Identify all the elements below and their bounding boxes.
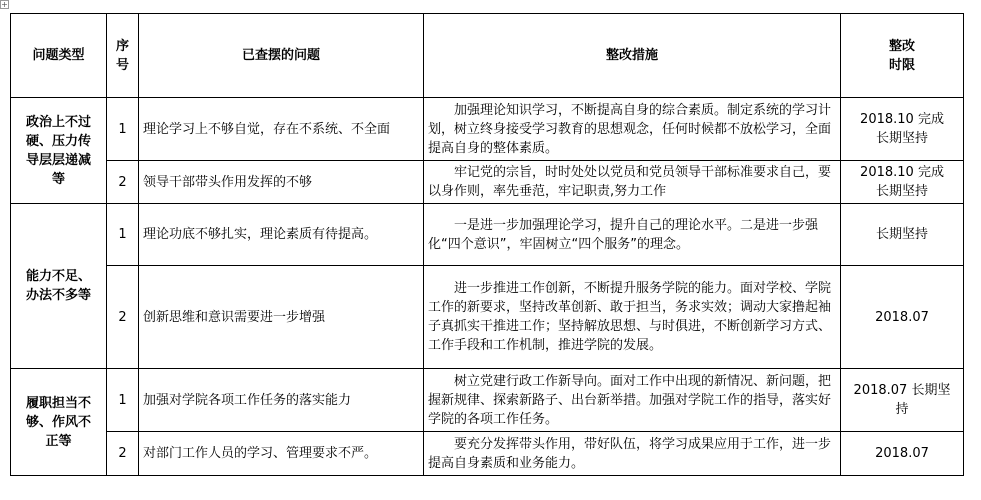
seq-cell: 2: [107, 266, 139, 369]
category-cell: [11, 369, 107, 476]
table-row: [11, 98, 964, 161]
measure-cell: 牢记党的宗旨，时时处处以党员和党员领导干部标准要求自己，要以身作则，率先垂范，牢记职责,努力工作: [424, 161, 841, 204]
time-line: 长期坚持: [875, 184, 928, 199]
time-cell: [841, 266, 964, 369]
header-row: [11, 14, 964, 98]
issue-cell: 对部门工作人员的学习、管理要求不严。: [139, 432, 424, 476]
table-row: [11, 204, 964, 266]
seq-cell: 1: [107, 204, 139, 266]
table-row: [11, 369, 964, 432]
time-cell: [841, 204, 964, 266]
seq-cell: 1: [107, 369, 139, 432]
table-move-handle-icon[interactable]: +: [1, 0, 8, 9]
measure-cell: 进一步推进工作创新，不断提升服务学院的能力。面对学校、学院工作的新要求，坚持改革创新、敢于担当，务求实效；调动大家撸起袖子真抓实干推进工作；坚持解放思想、与时俱进，不断创新学习方式、工作手段和工作机制，推进学院的发展。: [424, 266, 841, 369]
header-category: 问题类型: [11, 14, 107, 98]
time-line: 2018.07 长期坚: [853, 383, 951, 398]
category-line: 导层层递减: [25, 152, 91, 168]
issue-cell: 创新思维和意识需要进一步增强: [139, 266, 424, 369]
table-row: [11, 161, 964, 204]
time-line: 2018.07: [875, 309, 929, 325]
time-line: 2018.10 完成: [860, 165, 944, 180]
time-line: 长期坚持: [875, 131, 928, 146]
seq-cell: 2: [107, 432, 139, 476]
header-time: [841, 14, 964, 98]
category-line: 够、作风不: [25, 414, 91, 430]
issue-cell: 加强对学院各项工作任务的落实能力: [139, 369, 424, 432]
category-line: 政治上不过: [25, 114, 91, 130]
time-line: 2018.10 完成: [860, 112, 944, 127]
measure-cell: 加强理论知识学习，不断提高自身的综合素质。制定系统的学习计划，树立终身接受学习教育的思想观念，任何时候都不放松学习，全面提高自身的整体素质。: [424, 98, 841, 161]
header-issue: 已查摆的问题: [139, 14, 424, 98]
issue-cell: 领导干部带头作用发挥的不够: [139, 161, 424, 204]
issue-cell: 理论功底不够扎实，理论素质有待提高。: [139, 204, 424, 266]
header-time-line: 时限: [888, 57, 915, 73]
table-row: [11, 266, 964, 369]
time-cell: [841, 98, 964, 161]
seq-cell: 1: [107, 98, 139, 161]
time-cell: [841, 432, 964, 476]
category-line: 能力不足、: [25, 269, 91, 284]
time-cell: [841, 369, 964, 432]
measure-cell: 树立党建行政工作新导向。面对工作中出现的新情况、新问题，把握新规律、探索新路子、出台新举措。加强对学院工作的指导，落实好学院的各项工作任务。: [424, 369, 841, 432]
category-line: 硬、压力传: [25, 133, 91, 149]
category-line: 履职担当不: [25, 395, 91, 411]
category-cell: [11, 98, 107, 204]
header-seq: [107, 14, 139, 98]
time-line: 2018.07: [875, 446, 929, 461]
time-line: 长期坚持: [875, 227, 928, 242]
category-line: 办法不多等: [25, 288, 91, 303]
header-seq-line: 号: [115, 57, 129, 73]
rectification-table: [10, 13, 964, 476]
measure-cell: 一是进一步加强理论学习，提升自己的理论水平。二是进一步强化“四个意识”，牢固树立“四个服务”的理念。: [424, 204, 841, 266]
header-measure: 整改措施: [424, 14, 841, 98]
issue-cell: 理论学习上不够自觉，存在不系统、不全面: [139, 98, 424, 161]
category-line: 等: [51, 171, 65, 187]
measure-cell: 要充分发挥带头作用，带好队伍，将学习成果应用于工作，进一步提高自身素质和业务能力。: [424, 432, 841, 476]
time-line: 持: [895, 402, 909, 417]
category-line: 正等: [45, 433, 72, 449]
seq-cell: 2: [107, 161, 139, 204]
time-cell: [841, 161, 964, 204]
table-row: [11, 432, 964, 476]
category-cell: [11, 204, 107, 369]
header-seq-line: 序: [115, 38, 129, 54]
header-time-line: 整改: [888, 38, 915, 54]
